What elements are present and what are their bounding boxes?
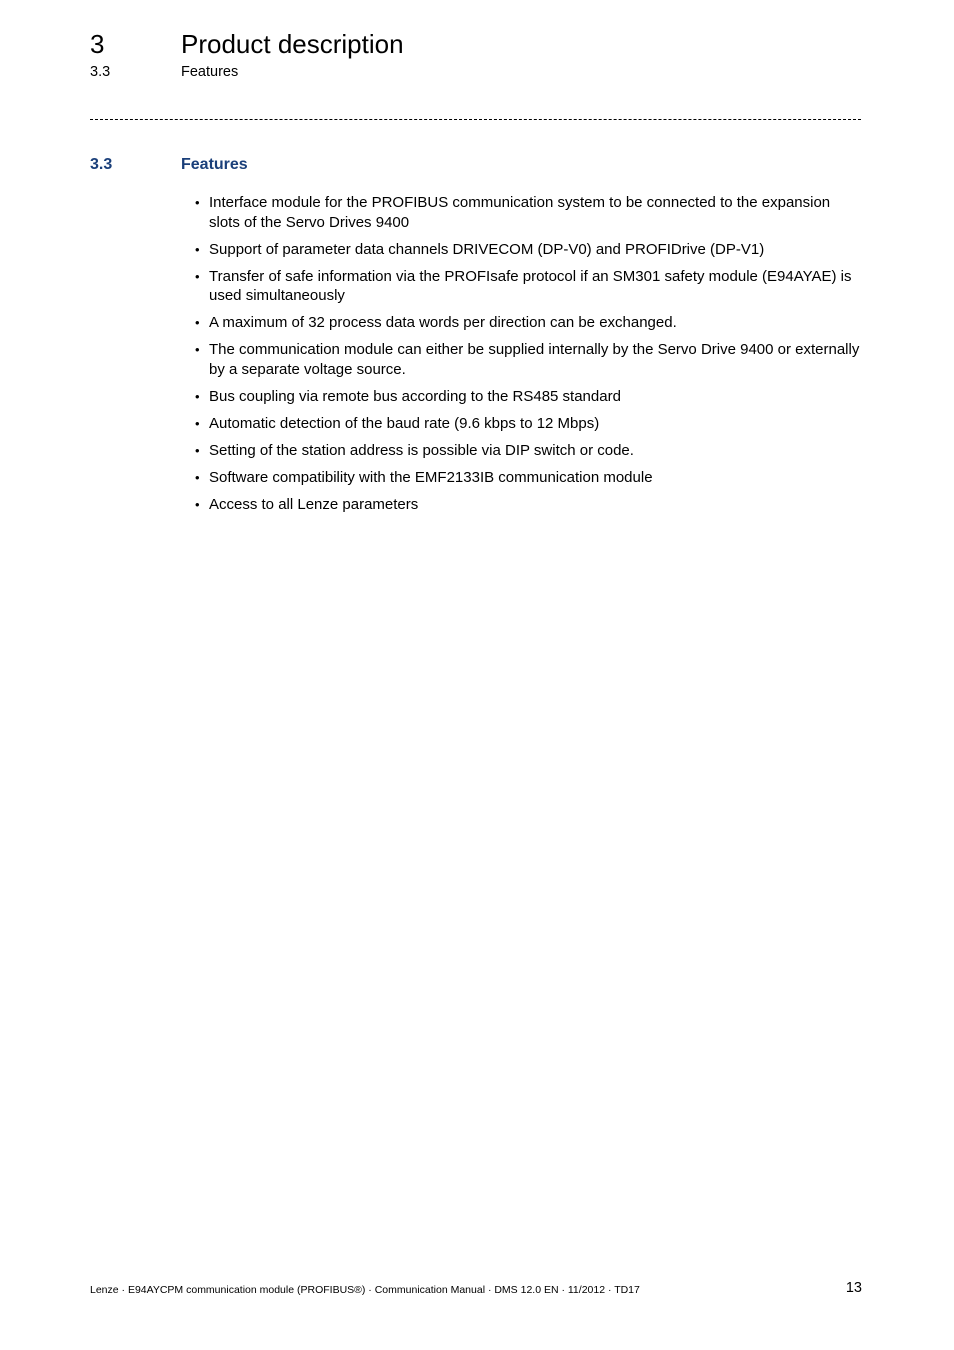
subsection-title: Features [181, 64, 239, 80]
header-dashed-divider [90, 119, 861, 120]
section-number: 3.3 [90, 156, 113, 173]
bullet-icon: • [195, 195, 200, 210]
bullet-icon: • [195, 442, 200, 458]
list-item [195, 414, 863, 434]
list-item [195, 193, 863, 232]
chapter-number: 3 [90, 29, 105, 59]
section-title: Features [181, 156, 248, 173]
bullet-icon: • [195, 469, 200, 485]
list-item-text: Automatic detection of the baud rate (9.6 kbps to 12 Mbps) [209, 414, 600, 432]
bullet-icon: • [195, 241, 200, 257]
bullet-icon: • [195, 315, 200, 330]
subsection-number: 3.3 [90, 64, 111, 80]
list-item [195, 495, 863, 515]
bullet-icon: • [195, 268, 200, 284]
list-item [195, 441, 863, 461]
list-item [195, 468, 863, 488]
bullet-icon: • [195, 388, 200, 404]
list-item-text: A maximum of 32 process data words per direction can be exchanged. [209, 314, 677, 331]
list-item-text: Software compatibility with the EMF2133IB communication module [209, 468, 653, 486]
bullet-icon: • [195, 496, 200, 512]
list-item [195, 267, 863, 306]
list-item-text: Support of parameter data channels DRIVECOM (DP-V0) and PROFIDrive (DP-V1) [209, 240, 765, 258]
bullet-icon: • [195, 342, 200, 357]
bullet-icon: • [195, 415, 200, 431]
list-item-text: Access to all Lenze parameters [209, 495, 419, 513]
list-item [195, 387, 863, 407]
list-item [195, 340, 863, 379]
list-item-text: Bus coupling via remote bus according to the RS485 standard [209, 387, 621, 405]
list-item-text: Transfer of safe information via the PROFIsafe protocol if an SM301 safety module (E94AYAE) is used simultaneously [209, 267, 852, 304]
list-item-text: The communication module can either be supplied internally by the Servo Drive 9400 or externally by a separate voltage source. [209, 341, 860, 378]
list-item-text: Setting of the station address is possible via DIP switch or code. [209, 441, 634, 459]
list-item [195, 240, 863, 260]
feature-list [195, 193, 863, 522]
list-item [195, 313, 863, 333]
page-number: 13 [845, 1280, 862, 1296]
list-item-text: Interface module for the PROFIBUS communication system to be connected to the expansion slots of the Servo Drives 9400 [209, 194, 831, 231]
footer-text: Lenze · E94AYCPM communication module (PROFIBUS®) · Communication Manual · DMS 12.0 EN · 11/2012 · TD17 [90, 1284, 640, 1296]
chapter-title: Product description [181, 29, 404, 59]
